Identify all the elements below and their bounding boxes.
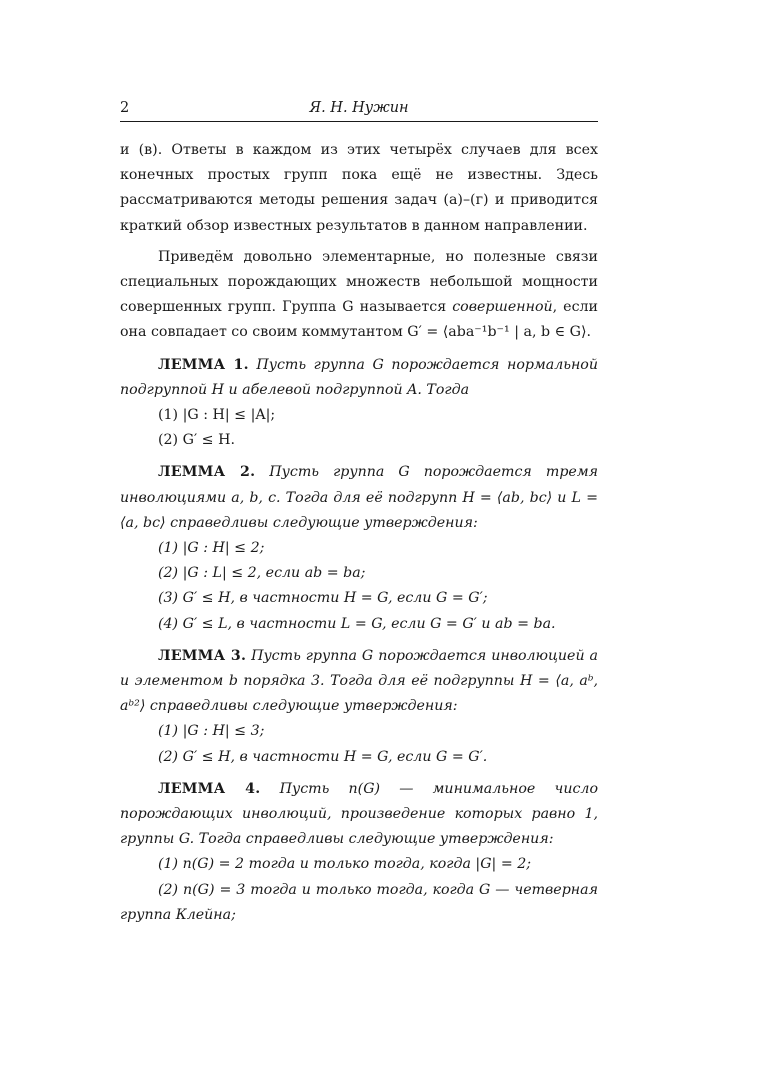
- intro-paragraph-2: [120, 245, 598, 346]
- lemma-2: [120, 460, 598, 536]
- intro-paragraph-2-part-a: Приведём довольно элементарные, но полезные связи специальных порождающих множеств небольшой мощности совершенных групп. Группа G называется: [120, 248, 598, 316]
- lemma-3-item-2: (2) G′ ≤ H, в частности H = G, если G = G′.: [158, 748, 488, 765]
- intro-paragraph-1: и (в). Ответы в каждом из этих четырёх случаев для всех конечных простых групп пока ещё не известны. Здесь рассматриваются методы решения задач (а)–(г) и приводится краткий обзор известных результатов в данном направлении.: [120, 142, 598, 234]
- page-body: [120, 138, 598, 928]
- lemma-1-item-1: (1) |G : H| ≤ |A|;: [158, 407, 276, 424]
- lemma-1-item-2: (2) G′ ≤ H.: [158, 432, 235, 449]
- header-rule: [120, 121, 598, 122]
- lemma-2-item-3: (3) G′ ≤ H, в частности H = G, если G = G′;: [158, 590, 488, 607]
- lemma-1: [120, 353, 598, 403]
- page-number: 2: [120, 100, 130, 116]
- lemma-1-title: ЛЕММА 1.: [158, 356, 249, 373]
- lemma-2-item-1: (1) |G : H| ≤ 2;: [158, 540, 265, 557]
- lemma-4-item-1: (1) n(G) = 2 тогда и только тогда, когда |G| = 2;: [158, 856, 532, 873]
- lemma-4-item-2: (2) n(G) = 3 тогда и только тогда, когда G — четверная группа Клейна;: [120, 881, 598, 923]
- lemma-3-title: ЛЕММА 3.: [158, 647, 247, 664]
- lemma-4-title: ЛЕММА 4.: [158, 780, 261, 797]
- perfect-group-term: совершенной: [452, 299, 553, 316]
- lemma-3-statement: Пусть группа G порождается инволюцией a и элементом b порядка 3. Тогда для её подгруппы H = ⟨a, aᵇ, aᵇ²⟩ справедливы следующие утверждения:: [120, 647, 598, 715]
- lemma-2-item-2: (2) |G : L| ≤ 2, если ab = ba;: [158, 565, 366, 582]
- page-header: [120, 98, 598, 120]
- intro-paragraph-2-part-b: , если она совпадает со своим коммутантом G′ = ⟨aba⁻¹b⁻¹ | a, b ∈ G⟩.: [120, 299, 598, 341]
- lemma-4-statement: Пусть n(G) — минимальное число порождающих инволюций, произведение которых равно 1, группы G. Тогда справедливы следующие утверждения:: [120, 780, 598, 848]
- lemma-3-item-1: (1) |G : H| ≤ 3;: [158, 723, 265, 740]
- running-head-author: Я. Н. Нужин: [309, 100, 409, 116]
- lemma-2-title: ЛЕММА 2.: [158, 464, 256, 481]
- lemma-4: [120, 777, 598, 853]
- lemma-2-statement: Пусть группа G порождается тремя инволюциями a, b, c. Тогда для её подгрупп H = ⟨ab, bc⟩ и L = ⟨a, bc⟩ справедливы следующие утверждения:: [120, 464, 598, 531]
- lemma-2-item-4: (4) G′ ≤ L, в частности L = G, если G = G′ и ab = ba.: [158, 615, 556, 632]
- lemma-1-statement: Пусть группа G порождается нормальной подгруппой H и абелевой подгруппой A. Тогда: [120, 356, 598, 398]
- lemma-3: [120, 644, 598, 720]
